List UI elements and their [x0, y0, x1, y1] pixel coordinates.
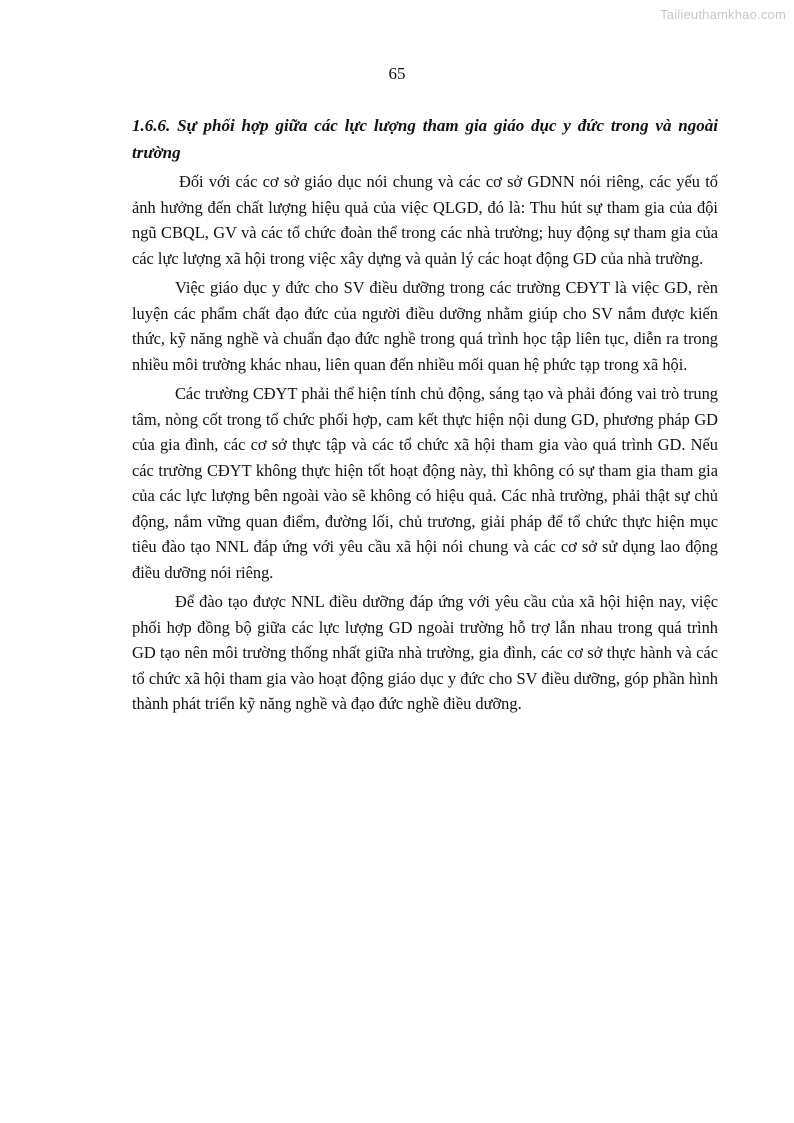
document-body — [132, 112, 718, 721]
paragraph-2: Việc giáo dục y đức cho SV điều dưỡng trong các trường CĐYT là việc GD, rèn luyện các phẩm chất đạo đức của người điều dưỡng nhằm giúp cho SV nắm được kiến thức, kỹ năng nghề và chuẩn đạo đức nghề trong quá trình học tập liên tục, diễn ra trong nhiều môi trường khác nhau, liên quan đến nhiều mối quan hệ phức tạp trong xã hội. — [132, 278, 718, 374]
section-heading: 1.6.6. Sự phối hợp giữa các lực lượng tham gia giáo dục y đức trong và ngoài trường — [132, 116, 718, 162]
paragraph-4: Để đào tạo được NNL điều dưỡng đáp ứng với yêu cầu của xã hội hiện nay, việc phối hợp đồng bộ giữa các lực lượng GD ngoài trường hỗ trợ lẫn nhau trong quá trình GD tạo nên môi trường thống nhất giữa nhà trường, gia đình, các cơ sở thực hành và các tổ chức xã hội tham gia vào hoạt động giáo dục y đức cho SV điều dưỡng, góp phần hình thành phát triển kỹ năng nghề và đạo đức nghề điều dưỡng. — [132, 592, 718, 713]
paragraph-3: Các trường CĐYT phải thể hiện tính chủ động, sáng tạo và phải đóng vai trò trung tâm, nòng cốt trong tổ chức phối hợp, cam kết thực hiện nội dung GD, phương pháp GD của gia đình, các cơ sở thực tập và các tổ chức xã hội tham gia vào quá trình GD. Nếu các trường CĐYT không thực hiện tốt hoạt động này, thì không có sự tham gia tham gia của các lực lượng bên ngoài vào sẽ không có hiệu quả. Các nhà trường, phải thật sự chủ động, nắm vững quan điểm, đường lối, chủ trương, giải pháp để tổ chức thực hiện mục tiêu đào tạo NNL đáp ứng với yêu cầu xã hội nói chung và các cơ sở sử dụng lao động điều dưỡng nói riêng. — [132, 384, 718, 582]
page-number: 65 — [388, 64, 406, 83]
paragraph-1: Đối với các cơ sở giáo dục nói chung và các cơ sở GDNN nói riêng, các yếu tố ảnh hưởng đến chất lượng hiệu quả của việc QLGD, đó là: Thu hút sự tham gia của đội ngũ CBQL, GV và các tổ chức đoàn thể trong các nhà trường; huy động sự tham gia của các lực lượng xã hội trong việc xây dựng và quản lý các hoạt động GD của nhà trường. — [132, 172, 718, 268]
watermark-text: Tailieuthamkhao.com — [660, 7, 786, 22]
